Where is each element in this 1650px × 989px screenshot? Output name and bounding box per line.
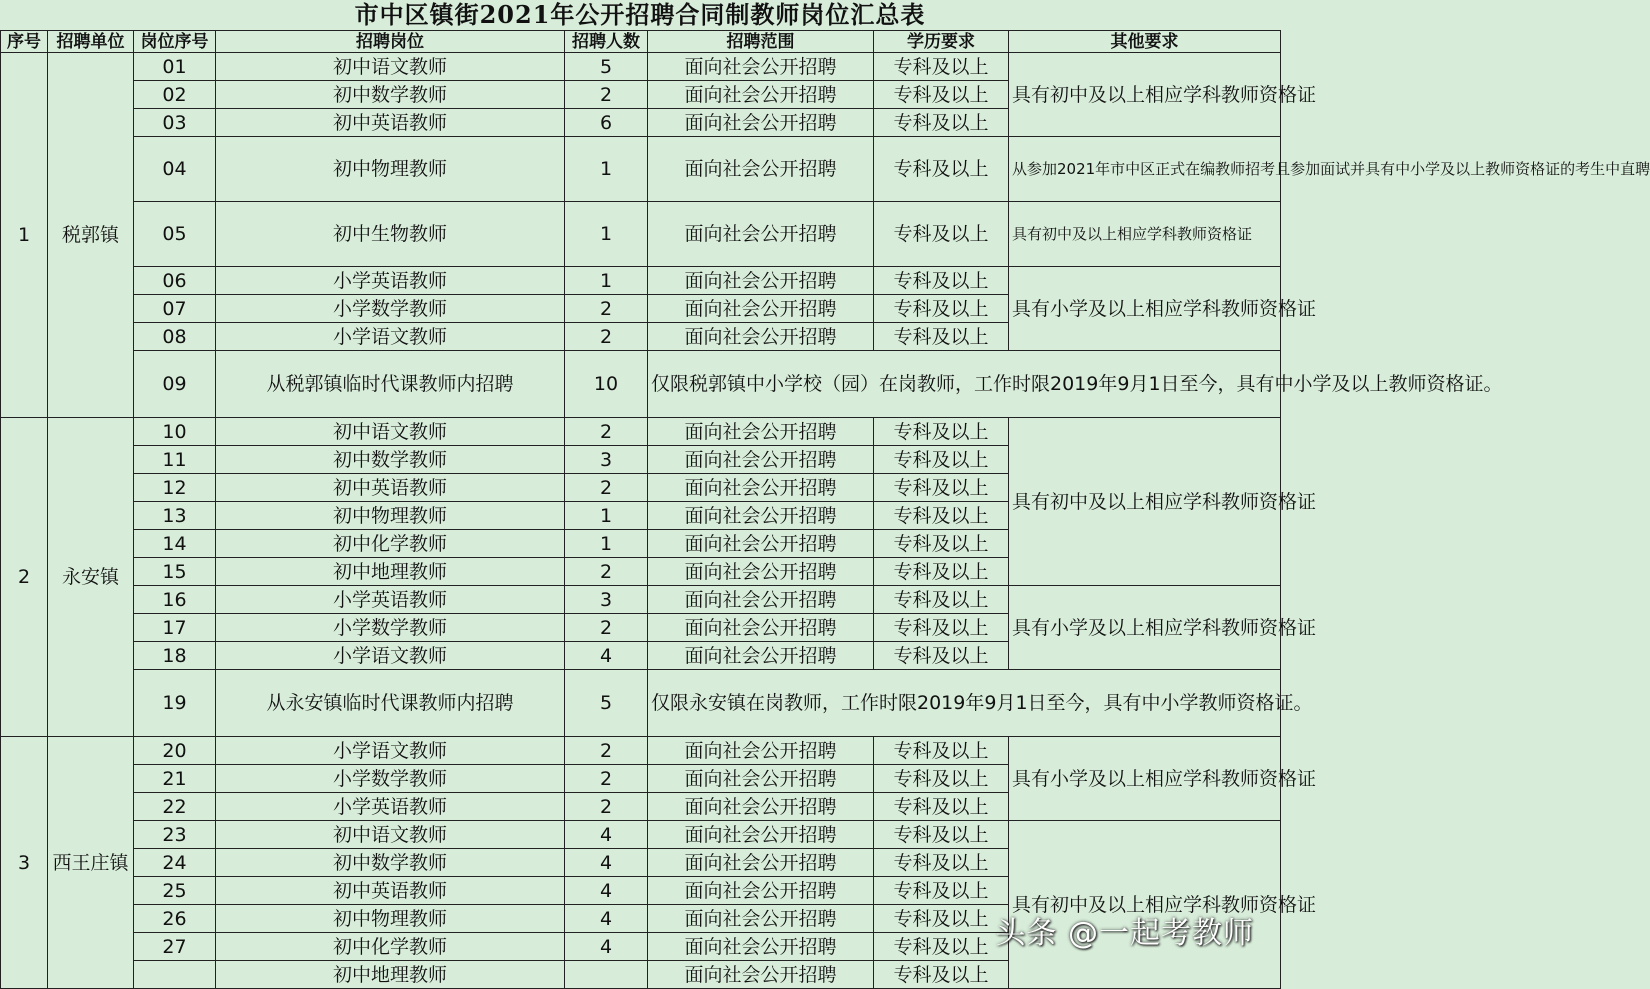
table-row — [1, 53, 1281, 81]
position-scope: 面向社会公开招聘 — [648, 446, 874, 474]
position-count: 1 — [565, 202, 648, 267]
position-education: 专科及以上 — [874, 765, 1009, 793]
position-education: 专科及以上 — [874, 323, 1009, 351]
position-title: 初中物理教师 — [216, 137, 565, 202]
position-education: 专科及以上 — [874, 109, 1009, 137]
position-scope: 面向社会公开招聘 — [648, 933, 874, 961]
position-count: 2 — [565, 737, 648, 765]
table-title: 市中区镇街2021年公开招聘合同制教师岗位汇总表 — [354, 0, 926, 29]
position-scope: 面向社会公开招聘 — [648, 81, 874, 109]
position-code — [134, 961, 216, 989]
position-title: 从税郭镇临时代课教师内招聘 — [216, 351, 565, 418]
position-scope: 面向社会公开招聘 — [648, 418, 874, 446]
position-scope: 面向社会公开招聘 — [648, 642, 874, 670]
table-row — [1, 351, 1281, 418]
position-code: 01 — [134, 53, 216, 81]
position-title: 小学语文教师 — [216, 323, 565, 351]
position-title: 初中地理教师 — [216, 961, 565, 989]
position-code: 22 — [134, 793, 216, 821]
position-scope: 面向社会公开招聘 — [648, 614, 874, 642]
position-count: 2 — [565, 558, 648, 586]
position-scope: 面向社会公开招聘 — [648, 323, 874, 351]
position-education: 专科及以上 — [874, 737, 1009, 765]
header-other: 其他要求 — [1009, 31, 1281, 53]
position-code: 05 — [134, 202, 216, 267]
position-restriction: 仅限永安镇在岗教师，工作时限2019年9月1日至今，具有中小学教师资格证。 — [648, 670, 1281, 737]
position-title: 初中化学教师 — [216, 530, 565, 558]
position-scope: 面向社会公开招聘 — [648, 109, 874, 137]
position-education: 专科及以上 — [874, 933, 1009, 961]
header-num: 序号 — [1, 31, 48, 53]
position-education: 专科及以上 — [874, 53, 1009, 81]
position-title: 小学英语教师 — [216, 267, 565, 295]
position-code: 13 — [134, 502, 216, 530]
position-count: 1 — [565, 267, 648, 295]
position-count: 4 — [565, 877, 648, 905]
position-education: 专科及以上 — [874, 586, 1009, 614]
position-title: 小学语文教师 — [216, 737, 565, 765]
header-post: 招聘岗位 — [216, 31, 565, 53]
position-title: 初中语文教师 — [216, 821, 565, 849]
position-scope: 面向社会公开招聘 — [648, 737, 874, 765]
other-requirement: 具有初中及以上相应学科教师资格证 — [1009, 53, 1281, 137]
other-requirement: 具有小学及以上相应学科教师资格证 — [1009, 586, 1281, 670]
position-count: 3 — [565, 446, 648, 474]
table-row — [1, 821, 1281, 849]
table-row — [1, 267, 1281, 295]
position-count: 1 — [565, 502, 648, 530]
position-code: 08 — [134, 323, 216, 351]
position-scope: 面向社会公开招聘 — [648, 558, 874, 586]
position-education: 专科及以上 — [874, 821, 1009, 849]
position-title: 小学语文教师 — [216, 642, 565, 670]
position-scope: 面向社会公开招聘 — [648, 502, 874, 530]
position-education: 专科及以上 — [874, 295, 1009, 323]
position-title: 小学数学教师 — [216, 765, 565, 793]
position-count: 1 — [565, 137, 648, 202]
table-row — [1, 586, 1281, 614]
position-education: 专科及以上 — [874, 642, 1009, 670]
position-code: 10 — [134, 418, 216, 446]
position-count: 2 — [565, 765, 648, 793]
position-scope: 面向社会公开招聘 — [648, 267, 874, 295]
position-code: 12 — [134, 474, 216, 502]
position-count: 2 — [565, 418, 648, 446]
position-code: 11 — [134, 446, 216, 474]
positions-table — [0, 30, 1650, 989]
position-code: 19 — [134, 670, 216, 737]
position-code: 25 — [134, 877, 216, 905]
table-row — [1, 202, 1281, 267]
position-code: 02 — [134, 81, 216, 109]
position-count: 5 — [565, 670, 648, 737]
other-requirement: 具有初中及以上相应学科教师资格证 — [1009, 821, 1281, 989]
table-row — [1, 418, 1281, 446]
group-unit: 西王庄镇 — [48, 737, 134, 989]
position-scope: 面向社会公开招聘 — [648, 765, 874, 793]
other-requirement: 具有初中及以上相应学科教师资格证 — [1009, 418, 1281, 586]
position-education: 专科及以上 — [874, 614, 1009, 642]
position-count: 2 — [565, 81, 648, 109]
position-count: 2 — [565, 474, 648, 502]
header-unit: 招聘单位 — [48, 31, 134, 53]
position-title: 初中生物教师 — [216, 202, 565, 267]
position-code: 20 — [134, 737, 216, 765]
position-title: 初中物理教师 — [216, 905, 565, 933]
header-code: 岗位序号 — [134, 31, 216, 53]
position-code: 23 — [134, 821, 216, 849]
position-count: 2 — [565, 323, 648, 351]
position-education: 专科及以上 — [874, 849, 1009, 877]
header-count: 招聘人数 — [565, 31, 648, 53]
table-row — [1, 737, 1281, 765]
position-count: 3 — [565, 586, 648, 614]
position-education: 专科及以上 — [874, 877, 1009, 905]
position-scope: 面向社会公开招聘 — [648, 961, 874, 989]
header-scope: 招聘范围 — [648, 31, 874, 53]
position-code: 04 — [134, 137, 216, 202]
position-code: 14 — [134, 530, 216, 558]
position-count: 1 — [565, 530, 648, 558]
position-title: 初中语文教师 — [216, 53, 565, 81]
position-count: 6 — [565, 109, 648, 137]
position-title: 小学英语教师 — [216, 586, 565, 614]
position-count: 10 — [565, 351, 648, 418]
position-scope: 面向社会公开招聘 — [648, 586, 874, 614]
header-edu: 学历要求 — [874, 31, 1009, 53]
position-count: 4 — [565, 905, 648, 933]
position-code: 18 — [134, 642, 216, 670]
position-title: 初中化学教师 — [216, 933, 565, 961]
position-scope: 面向社会公开招聘 — [648, 53, 874, 81]
position-education: 专科及以上 — [874, 961, 1009, 989]
watermark: 头条 @一起考教师 — [995, 916, 1254, 951]
position-count: 4 — [565, 933, 648, 961]
position-count: 4 — [565, 642, 648, 670]
position-code: 27 — [134, 933, 216, 961]
position-scope: 面向社会公开招聘 — [648, 137, 874, 202]
position-scope: 面向社会公开招聘 — [648, 821, 874, 849]
position-scope: 面向社会公开招聘 — [648, 295, 874, 323]
position-count: 4 — [565, 821, 648, 849]
position-code: 07 — [134, 295, 216, 323]
position-title: 初中英语教师 — [216, 474, 565, 502]
position-title: 初中英语教师 — [216, 877, 565, 905]
position-title: 小学数学教师 — [216, 295, 565, 323]
position-education: 专科及以上 — [874, 474, 1009, 502]
position-scope: 面向社会公开招聘 — [648, 905, 874, 933]
position-title: 初中英语教师 — [216, 109, 565, 137]
position-education: 专科及以上 — [874, 905, 1009, 933]
table-row — [1, 137, 1281, 202]
group-unit: 税郭镇 — [48, 53, 134, 418]
position-education: 专科及以上 — [874, 530, 1009, 558]
position-scope: 面向社会公开招聘 — [648, 474, 874, 502]
position-education: 专科及以上 — [874, 793, 1009, 821]
position-title: 初中地理教师 — [216, 558, 565, 586]
position-code: 03 — [134, 109, 216, 137]
position-title: 初中语文教师 — [216, 418, 565, 446]
position-code: 06 — [134, 267, 216, 295]
position-scope: 面向社会公开招聘 — [648, 849, 874, 877]
group-number: 1 — [1, 53, 48, 418]
position-code: 17 — [134, 614, 216, 642]
position-scope: 面向社会公开招聘 — [648, 202, 874, 267]
position-scope: 面向社会公开招聘 — [648, 877, 874, 905]
position-education: 专科及以上 — [874, 502, 1009, 530]
position-count: 2 — [565, 614, 648, 642]
table-row — [1, 670, 1281, 737]
other-requirement: 具有小学及以上相应学科教师资格证 — [1009, 267, 1281, 351]
group-number: 3 — [1, 737, 48, 989]
position-education: 专科及以上 — [874, 202, 1009, 267]
header-row — [1, 31, 1281, 53]
group-unit: 永安镇 — [48, 418, 134, 737]
position-title: 从永安镇临时代课教师内招聘 — [216, 670, 565, 737]
position-title: 初中数学教师 — [216, 446, 565, 474]
position-education: 专科及以上 — [874, 446, 1009, 474]
position-code: 24 — [134, 849, 216, 877]
position-title: 初中数学教师 — [216, 81, 565, 109]
group-number: 2 — [1, 418, 48, 737]
position-count — [565, 961, 648, 989]
position-education: 专科及以上 — [874, 558, 1009, 586]
other-requirement: 从参加2021年市中区正式在编教师招考且参加面试并具有中小学及以上教师资格证的考生中直聘 — [1009, 137, 1281, 202]
position-scope: 面向社会公开招聘 — [648, 530, 874, 558]
position-education: 专科及以上 — [874, 418, 1009, 446]
position-restriction: 仅限税郭镇中小学校（园）在岗教师，工作时限2019年9月1日至今，具有中小学及以上教师资格证。 — [648, 351, 1281, 418]
position-education: 专科及以上 — [874, 267, 1009, 295]
position-count: 2 — [565, 793, 648, 821]
position-code: 09 — [134, 351, 216, 418]
position-education: 专科及以上 — [874, 137, 1009, 202]
position-count: 5 — [565, 53, 648, 81]
position-scope: 面向社会公开招聘 — [648, 793, 874, 821]
other-requirement: 具有初中及以上相应学科教师资格证 — [1009, 202, 1281, 267]
position-title: 初中物理教师 — [216, 502, 565, 530]
position-code: 15 — [134, 558, 216, 586]
position-count: 2 — [565, 295, 648, 323]
position-count: 4 — [565, 849, 648, 877]
other-requirement: 具有小学及以上相应学科教师资格证 — [1009, 737, 1281, 821]
position-title: 小学英语教师 — [216, 793, 565, 821]
position-code: 16 — [134, 586, 216, 614]
position-title: 初中数学教师 — [216, 849, 565, 877]
position-education: 专科及以上 — [874, 81, 1009, 109]
position-code: 21 — [134, 765, 216, 793]
position-code: 26 — [134, 905, 216, 933]
position-title: 小学数学教师 — [216, 614, 565, 642]
